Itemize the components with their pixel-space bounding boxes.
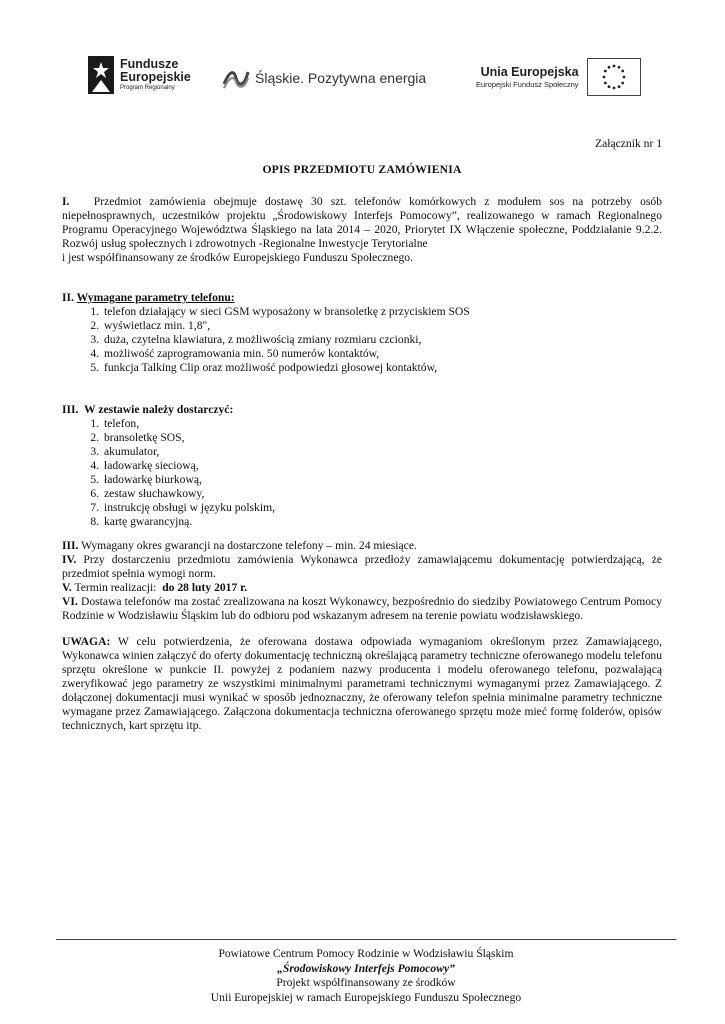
section-5-text: Termin realizacji:: [74, 581, 157, 594]
section-4-text: Przy dostarczeniu przedmiotu zamówienia Wykonawca przedłoży zamawiającemu dokumentację potwierdzającą, że przedmiot spełnia wymogi norm.: [62, 553, 662, 580]
section-1-cont: i jest współfinansowany ze środków Europejskiego Funduszu Społecznego.: [62, 251, 413, 264]
slaskie-text: Śląskie. Pozytywna energia: [255, 70, 427, 86]
section-2-title: Wymagane parametry telefonu:: [76, 291, 235, 304]
list-item: 3. akumulator,: [102, 445, 662, 459]
document-body: [62, 137, 662, 733]
list-item: 2. wyświetlacz min. 1,8",: [102, 319, 662, 333]
section-2-heading: [62, 291, 662, 305]
list-item: 4. ładowarkę sieciową,: [102, 459, 662, 473]
section-3-title: W zestawie należy dostarczyć:: [84, 403, 234, 416]
eu-flag-icon: [587, 58, 641, 96]
footer-line1: Powiatowe Centrum Pomocy Rodzinie w Wodzisławiu Śląskim: [218, 947, 514, 960]
section-4: [62, 553, 662, 581]
list-item: 1. telefon,: [102, 417, 662, 431]
section-3b-num: III.: [62, 539, 79, 552]
footer: [56, 947, 676, 1005]
kit-list: [62, 417, 662, 529]
document-title: OPIS PRZEDMIOTU ZAMÓWIENIA: [262, 163, 462, 176]
list-item: 4. możliwość zaprogramowania min. 50 numerów kontaktów,: [102, 347, 662, 361]
list-item: 6. zestaw słuchawkowy,: [102, 487, 662, 501]
fundusze-europejskie-logo: [88, 56, 191, 94]
section-6-num: VI.: [62, 595, 78, 608]
list-item: 1. telefon działający w sieci GSM wyposażony w bransoletkę z przyciskiem SOS: [102, 305, 662, 319]
section-5-num: V.: [62, 581, 72, 594]
slaskie-wave-icon: [222, 66, 250, 90]
list-item: 2. bransoletkę SOS,: [102, 431, 662, 445]
section-1-text: Przedmiot zamówienia obejmuje dostawę 30 szt. telefonów komórkowych z modułem sos na potrzeby osób niepełnosprawnych, uczestników projektu „Środowiskowy Interfejs Pomocowy”, realizowanego w ramach Regionalnego Programu Operacyjnego Województwa Śląskiego na lata 2014 – 2020, Priorytet IX Włączenie społeczne, Poddziałanie 9.2.2. Rozwój usług społecznych i zdrowotnych -Regionalne Inwestycje Terytorialne: [62, 195, 662, 250]
slaskie-logo: [222, 66, 426, 90]
section-3-num: III.: [62, 403, 79, 416]
unia-europejska-logo: [476, 58, 641, 96]
ue-line1: Unia Europejska: [480, 64, 579, 79]
annex-label: Załącznik nr 1: [595, 137, 662, 150]
parameters-list: [62, 305, 662, 375]
fe-line3: Program Regionalny: [120, 85, 175, 91]
section-5: [62, 581, 662, 595]
fe-line1: Fundusze: [120, 57, 179, 71]
section-4-num: IV.: [62, 553, 77, 566]
section-3b-text: Wymagany okres gwarancji na dostarczone telefony – min. 24 miesiące.: [81, 539, 417, 552]
section-5-date: do 28 luty 2017 r.: [162, 581, 248, 594]
section-3-heading: [62, 403, 662, 417]
list-item: 3. duża, czytelna klawiatura, z możliwością zmiany rozmiaru czcionki,: [102, 333, 662, 347]
footer-divider: [56, 939, 676, 940]
list-item: 8. kartę gwarancyjną.: [102, 515, 662, 529]
warning-text: W celu potwierdzenia, że oferowana dostawa odpowiada wymaganiom określonym przez Zamawiającego, Wykonawca winien załączyć do oferty dokumentację techniczną określającą parametry techniczne oferowanego modelu telefonu sprzętu określone w punkcie II. powyżej z podaniem nazwy producenta i modelu oferowanego telefonu, pozwalającą zweryfikować jego parametry ze wszystkimi minimalnymi parametrami technicznymi wymaganymi przez Zamawiającego. Z dołączonej dokumentacji musi wynikać w sposób jednoznaczny, że oferowany telefon spełnia minimalne parametry techniczne wymagane przez Zamawiającego. Załączona dokumentacja techniczna oferowanego sprzętu może mieć formę folderów, opisów technicznych, kart sprzętu itp.: [62, 635, 662, 732]
section-3b: [62, 539, 662, 553]
list-item: 5. ładowarkę biurkową,: [102, 473, 662, 487]
fe-line2: Europejskie: [120, 70, 191, 84]
logo-bar: [82, 52, 672, 102]
fe-star-icon: [88, 56, 114, 94]
warning-label: UWAGA:: [62, 635, 111, 648]
warning-paragraph: [62, 635, 662, 733]
footer-line4: Unii Europejskiej w ramach Europejskiego Funduszu Społecznego: [210, 990, 522, 1004]
section-2-num: II.: [62, 291, 74, 304]
list-item: 5. funkcja Talking Clip oraz możliwość podpowiedzi głosowej kontaktów,: [102, 361, 662, 375]
footer-line3: Projekt współfinansowany ze środków: [276, 976, 456, 989]
ue-line2: Europejski Fundusz Społeczny: [476, 79, 579, 89]
section-1-num: I.: [62, 195, 70, 208]
section-1: [62, 195, 662, 251]
list-item: 7. instrukcję obsługi w języku polskim,: [102, 501, 662, 515]
section-6: [62, 595, 662, 623]
section-6-text: Dostawa telefonów ma zostać zrealizowana na koszt Wykonawcy, bezpośrednio do siedziby Powiatowego Centrum Pomocy Rodzinie w Wodzisławiu Śląskim lub do odbioru pod wskazanym adresem na terenie powiatu wodzisławskiego.: [62, 595, 663, 622]
footer-project-name: „Środowiskowy Interfejs Pomocowy”: [277, 961, 455, 975]
